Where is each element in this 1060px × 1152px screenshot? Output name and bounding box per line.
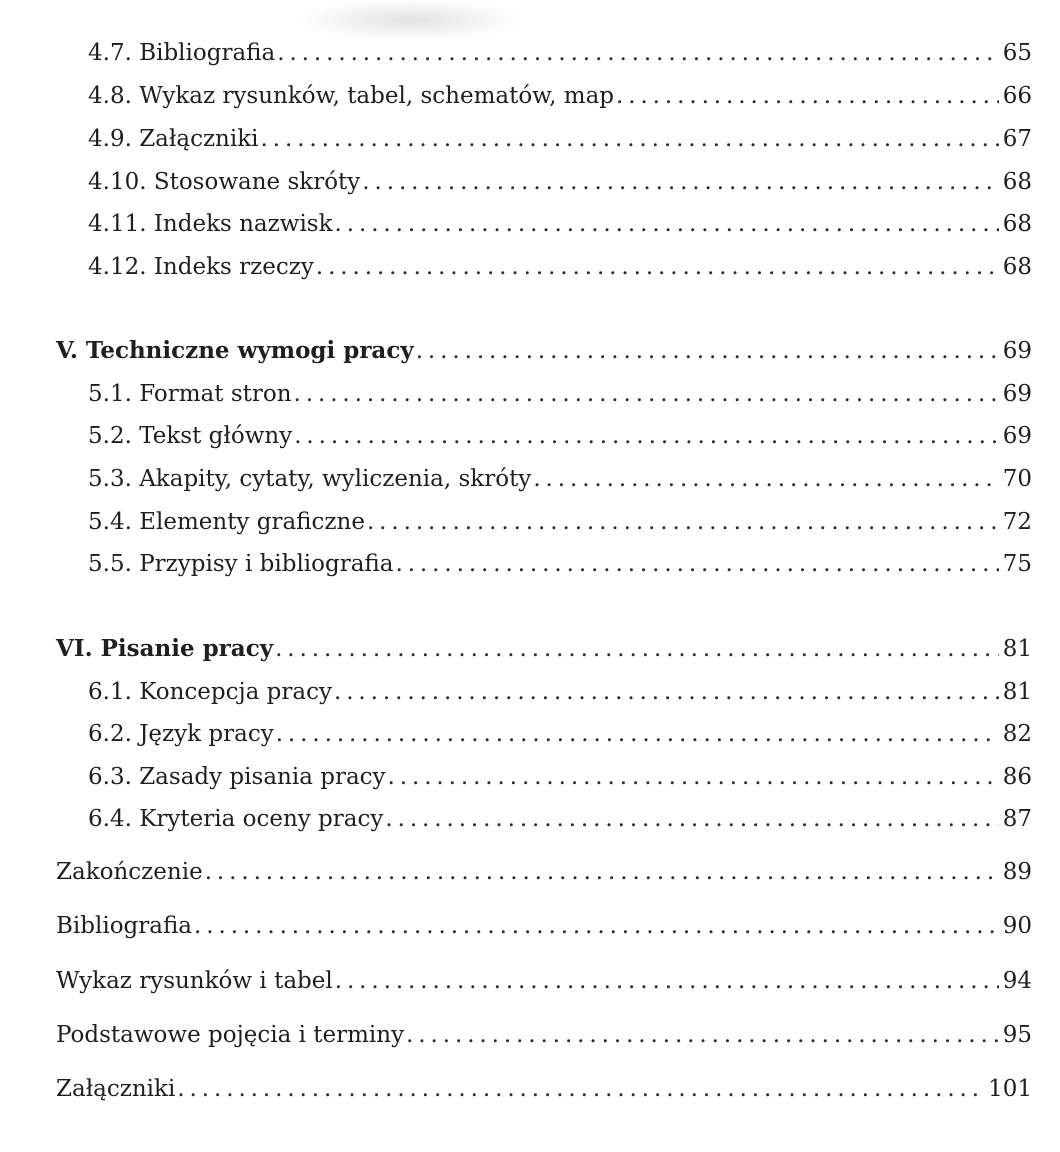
toc-entry-title: 4.8. Wykaz rysunków, tabel, schematów, map [88,83,615,109]
toc-entry-title: 5.2. Tekst główny [88,423,293,449]
toc-entry-4-10[interactable] [88,167,1032,197]
toc-entry-wykaz[interactable] [56,966,1032,996]
toc-chapter-5[interactable] [56,336,1032,366]
dot-leader [335,966,999,996]
toc-entry-page: 94 [1002,968,1032,994]
dot-leader [334,677,999,707]
toc-entry-6-2[interactable] [88,719,1032,749]
toc-entry-page: 86 [1002,764,1032,790]
toc-entry-5-3[interactable] [88,464,1032,494]
toc-entry-5-5[interactable] [88,549,1032,579]
dot-leader [395,549,998,579]
toc-entry-page: 95 [1002,1022,1032,1048]
dot-leader [275,634,999,664]
toc-entry-zakonczenie[interactable] [56,857,1032,887]
toc-entry-page: 70 [1002,466,1032,492]
toc-entry-page: 68 [1002,211,1032,237]
toc-entry-title: 4.7. Bibliografia [88,40,276,66]
toc-entry-page: 87 [1002,806,1032,832]
toc-entry-zalaczniki[interactable] [56,1074,1032,1104]
toc-entry-page: 69 [1002,423,1032,449]
dot-leader [177,1074,984,1104]
toc-chapter-title: V. Techniczne wymogi pracy [56,337,414,364]
toc-entry-title: 5.3. Akapity, cytaty, wyliczenia, skróty [88,466,532,492]
dot-leader [362,167,998,197]
dot-leader [294,379,999,409]
toc-entry-title: 4.12. Indeks rzeczy [88,254,314,280]
toc-entry-title: Załączniki [56,1076,176,1102]
toc-entry-page: 75 [1002,551,1032,577]
toc-entry-6-1[interactable] [88,677,1032,707]
toc-entry-page: 81 [1002,636,1032,662]
toc-entry-title: 4.11. Indeks nazwisk [88,211,333,237]
toc-entry-4-7[interactable] [88,38,1032,68]
toc-chapter-title: VI. Pisanie pracy [56,635,274,662]
toc-entry-page: 66 [1002,83,1032,109]
toc-entry-title: Zakończenie [56,859,203,885]
toc-entry-title: 5.1. Format stron [88,381,292,407]
dot-leader [205,857,999,887]
toc-entry-4-11[interactable] [88,209,1032,239]
dot-leader [294,421,999,451]
dot-leader [194,911,999,941]
dot-leader [276,719,999,749]
toc-entry-page: 81 [1002,679,1032,705]
toc-entry-title: 5.4. Elementy graficzne [88,509,365,535]
toc-entry-5-4[interactable] [88,507,1032,537]
dot-leader [385,804,998,834]
dot-leader [316,252,999,282]
dot-leader [335,209,999,239]
toc-entry-page: 69 [1002,338,1032,364]
dot-leader [367,507,999,537]
toc-entry-page: 89 [1002,859,1032,885]
toc-entry-title: 4.9. Załączniki [88,126,259,152]
toc-entry-title: Podstawowe pojęcia i terminy [56,1022,405,1048]
toc-entry-page: 101 [988,1076,1032,1102]
toc-entry-page: 68 [1002,254,1032,280]
toc-chapter-6[interactable] [56,634,1032,664]
toc-entry-title: 6.3. Zasady pisania pracy [88,764,386,790]
toc-entry-title: Wykaz rysunków i tabel [56,968,333,994]
toc-entry-4-12[interactable] [88,252,1032,282]
toc-entry-page: 65 [1002,40,1032,66]
toc-entry-page: 72 [1002,509,1032,535]
toc-entry-bibliografia[interactable] [56,911,1032,941]
toc-entry-title: 6.1. Koncepcja pracy [88,679,332,705]
toc-entry-page: 68 [1002,169,1032,195]
toc-entry-title: 6.2. Język pracy [88,721,274,747]
dot-leader [388,762,999,792]
dot-leader [277,38,998,68]
toc-entry-page: 69 [1002,381,1032,407]
toc-entry-4-9[interactable] [88,124,1032,154]
scan-artifact [300,0,520,40]
dot-leader [533,464,998,494]
toc-entry-title: 6.4. Kryteria oceny pracy [88,806,384,832]
dot-leader [616,81,999,111]
toc-entry-title: 4.10. Stosowane skróty [88,169,361,195]
toc-entry-page: 82 [1002,721,1032,747]
toc-entry-page: 67 [1002,126,1032,152]
dot-leader [261,124,999,154]
toc-entry-5-2[interactable] [88,421,1032,451]
dot-leader [406,1020,999,1050]
toc-entry-6-3[interactable] [88,762,1032,792]
toc-entry-5-1[interactable] [88,379,1032,409]
toc-entry-6-4[interactable] [88,804,1032,834]
toc-entry-page: 90 [1002,913,1032,939]
toc-entry-title: 5.5. Przypisy i bibliografia [88,551,394,577]
dot-leader [416,336,999,366]
toc-entry-pojecia[interactable] [56,1020,1032,1050]
toc-entry-4-8[interactable] [88,81,1032,111]
toc-entry-title: Bibliografia [56,913,193,939]
